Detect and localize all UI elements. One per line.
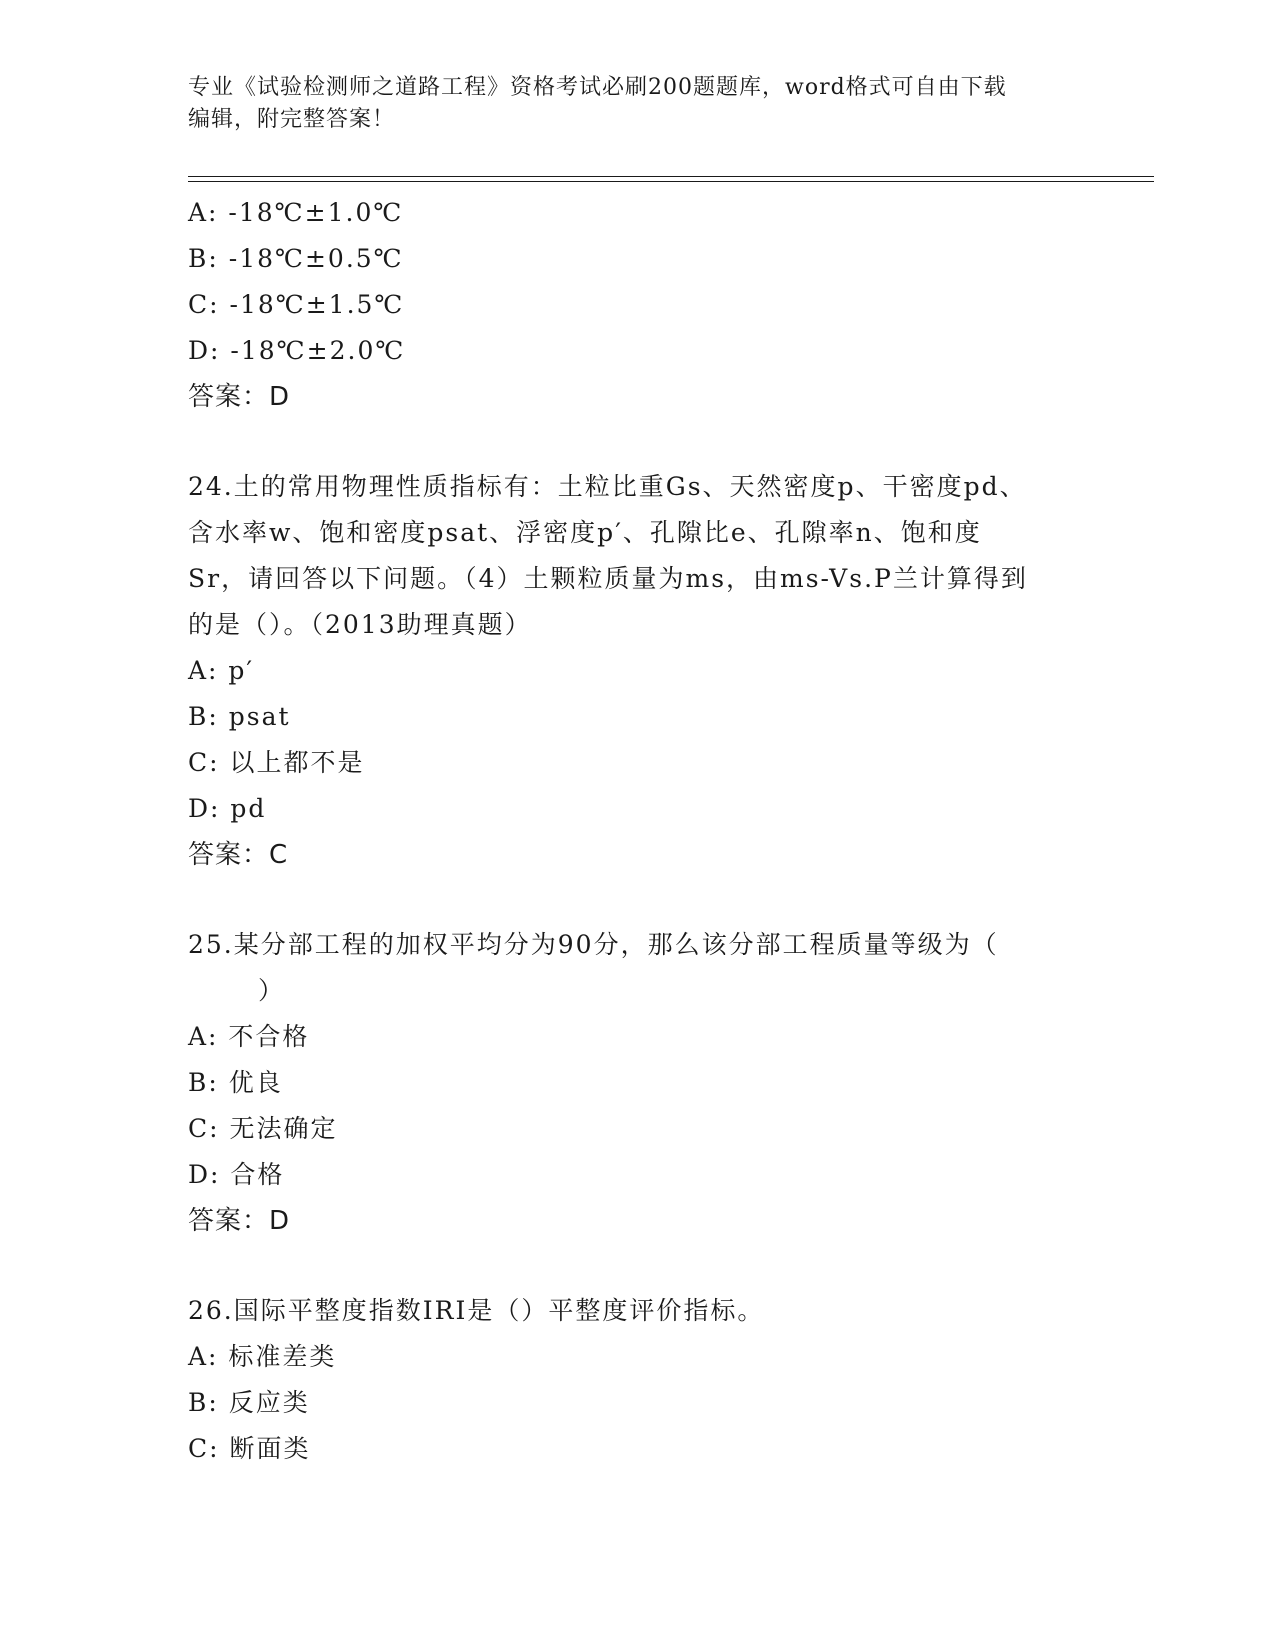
header-line-1: 专业《试验检测师之道路工程》资格考试必刷200题题库，word格式可自由下载 bbox=[188, 75, 1007, 100]
option-d: D: -18℃±2.0℃ bbox=[188, 336, 406, 365]
option-b: B: -18℃±0.5℃ bbox=[188, 244, 404, 273]
question-text-line: 含水率w、饱和密度psat、浮密度p′、孔隙比e、孔隙率n、饱和度 bbox=[188, 518, 982, 547]
header-rule-bottom bbox=[188, 181, 1154, 182]
question-text-line: 26.国际平整度指数IRI是（）平整度评价指标。 bbox=[188, 1296, 765, 1325]
option-a: A: 标准差类 bbox=[188, 1342, 337, 1371]
question-text-line: 24.土的常用物理性质指标有：土粒比重Gs、天然密度p、干密度pd、 bbox=[188, 472, 1027, 501]
answer: 答案：D bbox=[188, 382, 291, 412]
question-text-line: 的是（）。（2013助理真题） bbox=[188, 610, 532, 639]
header-rule-top bbox=[188, 176, 1154, 177]
option-d: D: 合格 bbox=[188, 1160, 285, 1189]
option-a: A: p′ bbox=[188, 656, 255, 685]
option-b: B: 反应类 bbox=[188, 1388, 310, 1417]
question-text-line: Sr，请回答以下问题。（4）土颗粒质量为ms，由ms-Vs.P兰计算得到 bbox=[188, 564, 1028, 593]
option-d: D: pd bbox=[188, 794, 267, 823]
question-24 bbox=[188, 464, 1088, 878]
option-a: A: 不合格 bbox=[188, 1022, 310, 1051]
answer: 答案：C bbox=[188, 840, 289, 870]
document-header bbox=[188, 72, 1068, 136]
option-a: A: -18℃±1.0℃ bbox=[188, 198, 404, 227]
question-text-line: 25.某分部工程的加权平均分为90分，那么该分部工程质量等级为（ bbox=[188, 930, 999, 959]
option-c: C: 无法确定 bbox=[188, 1114, 338, 1143]
question-23 bbox=[188, 190, 1088, 420]
option-c: C: -18℃±1.5℃ bbox=[188, 290, 405, 319]
question-25 bbox=[188, 922, 1088, 1244]
answer: 答案：D bbox=[188, 1206, 291, 1236]
option-b: B: psat bbox=[188, 702, 291, 731]
document-body bbox=[188, 190, 1088, 1472]
option-c: C: 断面类 bbox=[188, 1434, 311, 1463]
question-26 bbox=[188, 1288, 1088, 1472]
header-line-2: 编辑，附完整答案！ bbox=[188, 107, 396, 132]
option-c: C: 以上都不是 bbox=[188, 748, 365, 777]
option-b: B: 优良 bbox=[188, 1068, 283, 1097]
question-text-line: ） bbox=[258, 976, 286, 1005]
